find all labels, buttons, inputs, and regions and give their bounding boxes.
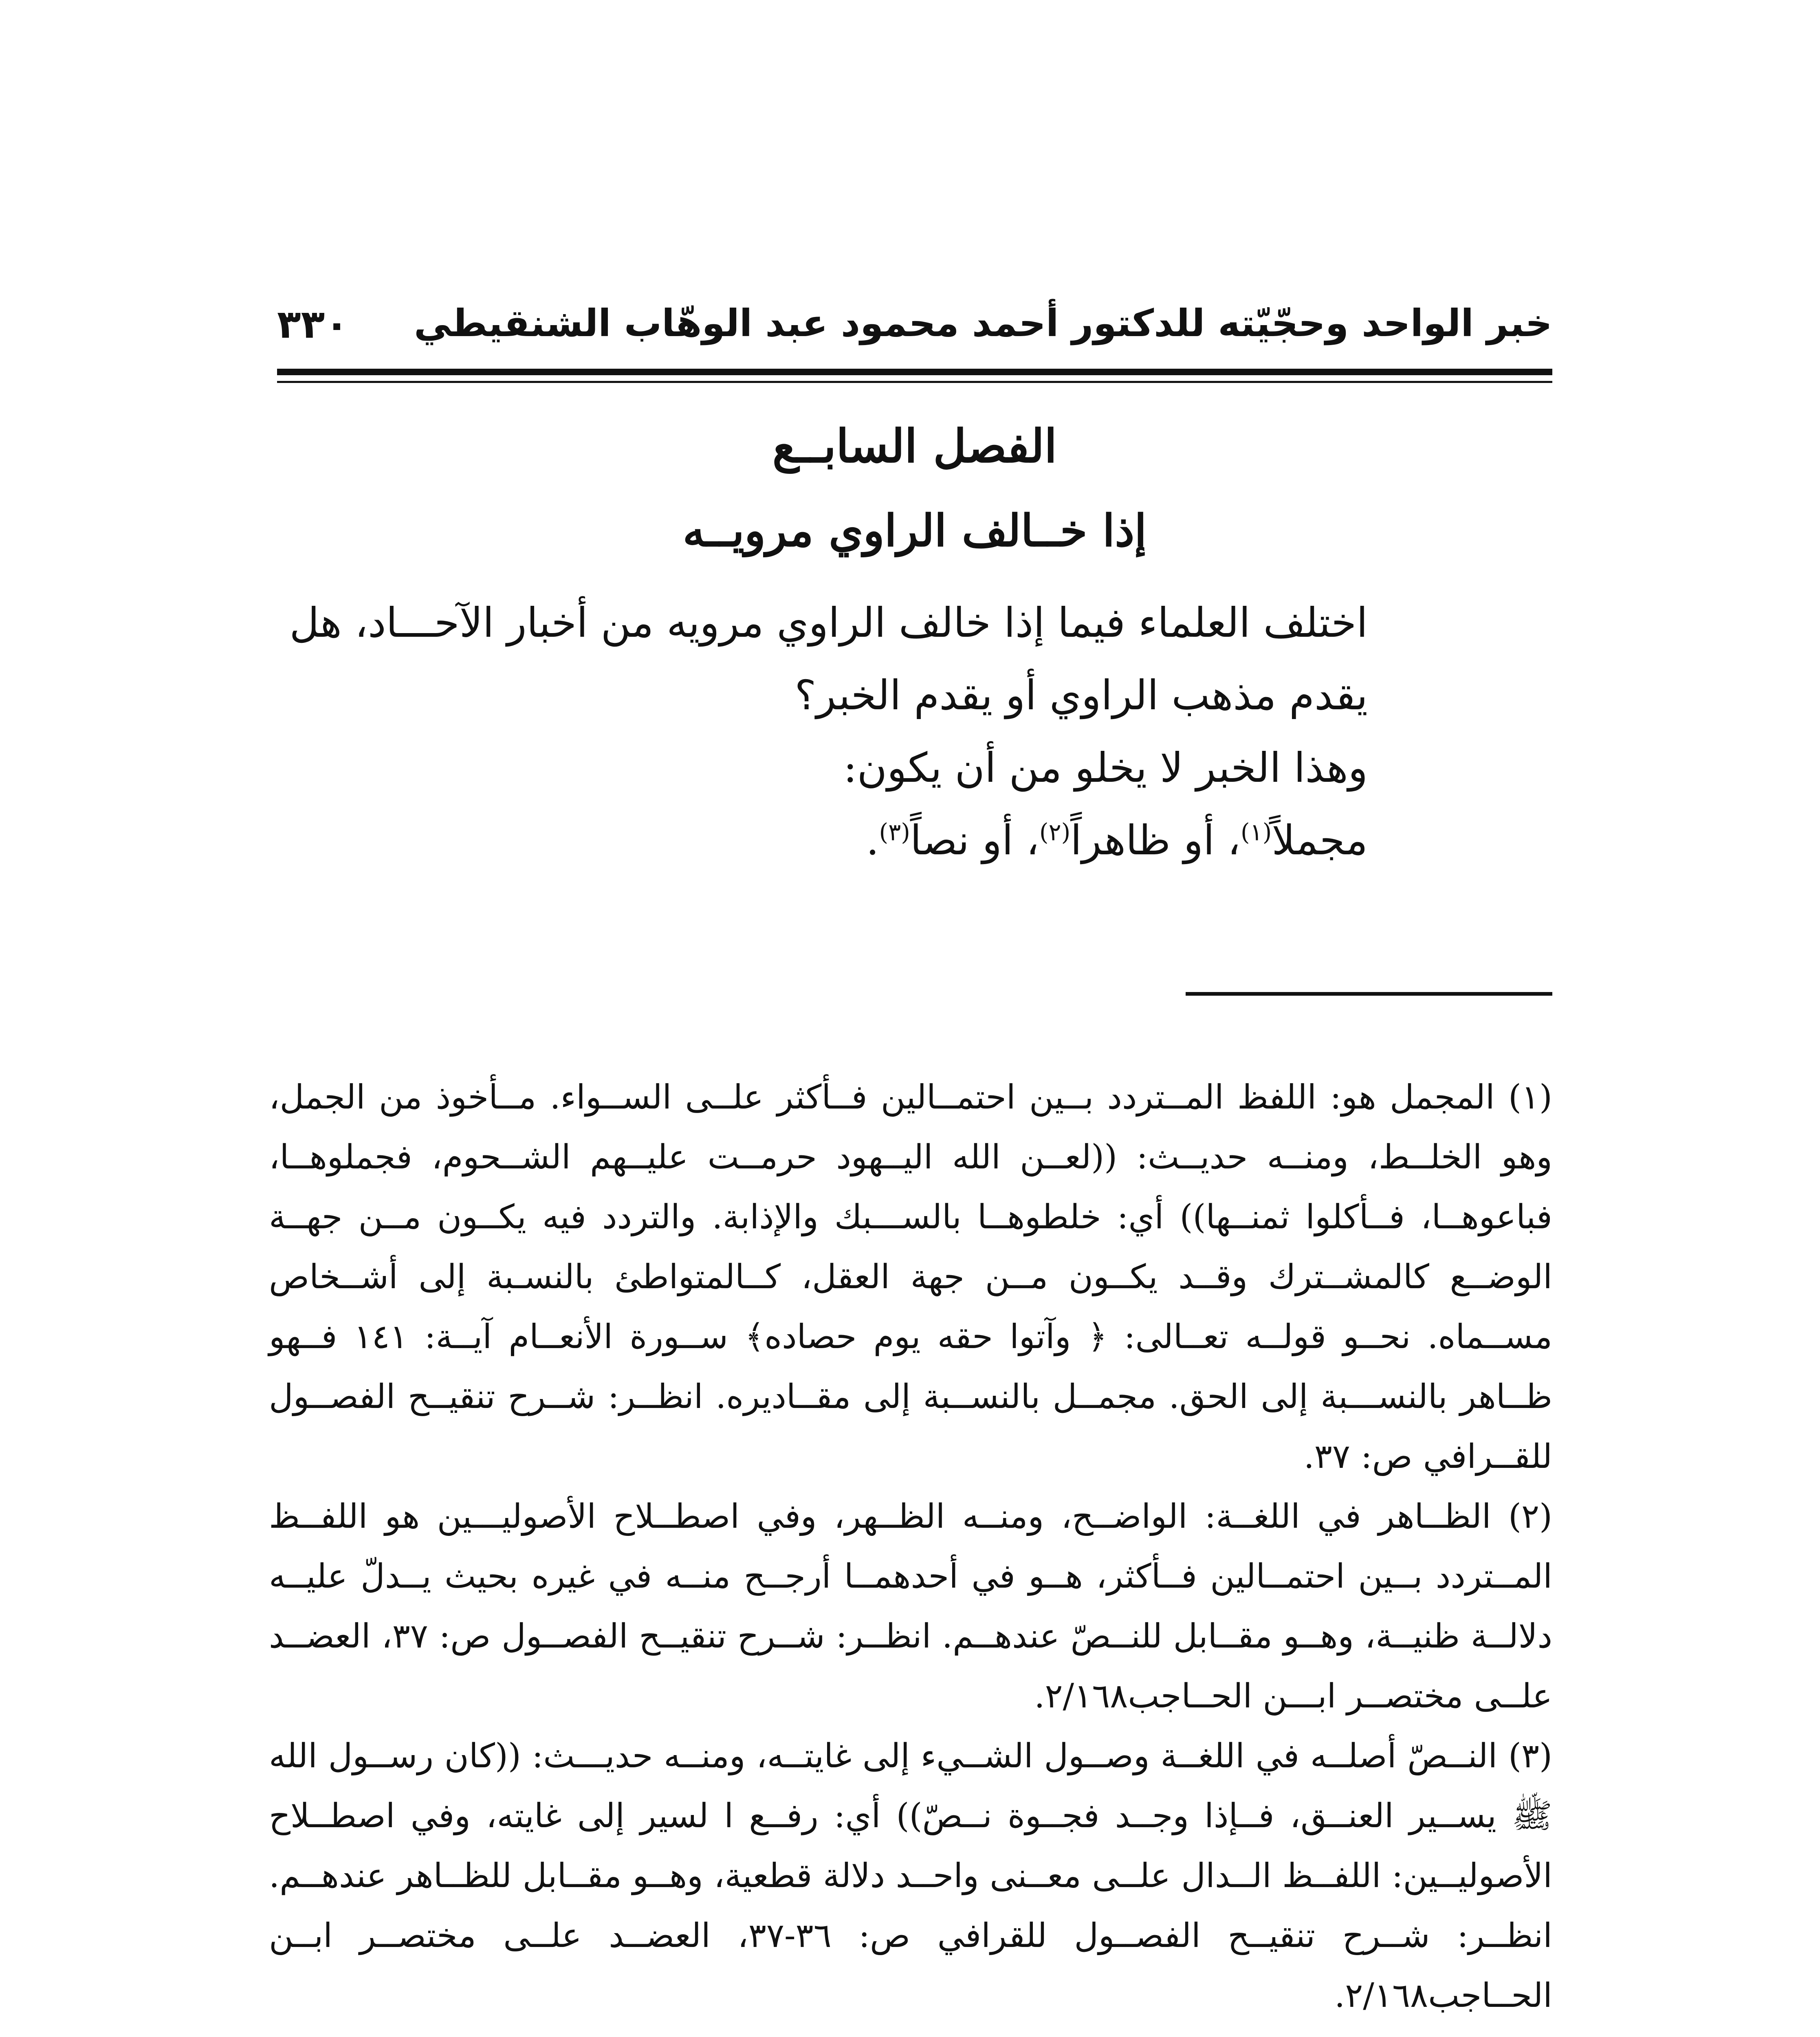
header-rule-thin: [277, 381, 1552, 383]
term-zahir: ، أو ظاهراً: [1070, 816, 1241, 864]
term-mujmal: مجملاً: [1272, 816, 1368, 864]
term-nass: ، أو نصاً: [910, 816, 1039, 864]
body-text: [268, 587, 1551, 877]
section-title: إذا خــالف الراوي مرويــه: [682, 505, 1147, 557]
body-paragraph-1: اختلف العلماء فيما إذا خالف الراوي مرويه من أخبار الآحـــاد، هل يقدم مذهب الراوي أو يقدم الخبر؟: [289, 599, 1368, 719]
page-header: [277, 297, 1552, 359]
body-paragraph-2: وهذا الخبر لا يخلو من أن يكون:: [843, 744, 1368, 792]
header-rule-thick: [277, 369, 1552, 375]
footnote-1: (١) المجمل هو: اللفظ المــتردد بــين احتمــالين فــأكثر علــى الســواء. مــأخوذ من الجمل، وهو الخلــط، ومنــه حديــث: ((لعــن الله اليــهود حرمــت عليــهم الشــحوم، فجملوهــا، فباعوهــا، فــأكلوا ثمنــها)) أي: خلطوهــا بالســـبك والإذابة. والتردد فيه يكــون مــن جهــة الوضــع كالمشــترك وقــد يكــون مــن جهة العقل، كــالمتواطئ بالنسـبة إلى أشــخاص مســماه. نحــو قولــه تعــالى: ﴿ وآتوا حقه يوم حصاده﴾ ســورة الأنعــام آيــة: ١٤١ فــهو ظــاهر بالنســـبة إلى الحق. مجمــل بالنســبة إلى مقــاديره. انظــر: شــرح تنقيــح الفصــول للقــرافي ص: ٣٧.: [269, 1078, 1553, 1476]
footnote-ref-1[interactable]: (١): [1240, 818, 1272, 846]
footnote-separator: [1186, 992, 1552, 996]
footnotes: [269, 1067, 1552, 2026]
footnote-ref-2[interactable]: (٢): [1039, 818, 1071, 846]
sentence-end: .: [866, 816, 879, 864]
footnote-2: (٢) الظــاهر في اللغــة: الواضــح، ومنــه الظــهر، وفي اصطــلاح الأصوليـــين هو اللفــظ المــتردد بــين احتمــالين فــأكثر، هــو في أحدهمــا أرجــح منــه في غيره بحيث يــدلّ عليــه دلالــة ظنيــة، وهــو مقــابل للنــصّ عندهــم. انظــر: شــرح تنقيــح الفصــول ص: ٣٧، العضــد علــى مختصــر ابـــن الحــاجب٢/١٦٨.: [269, 1497, 1552, 1716]
body-paragraph-3: [268, 804, 1551, 877]
page-number: ٣٣٠: [277, 301, 349, 347]
running-title: خبر الواحد وحجّيّته للدكتور أحمد محمود عبد الوهّاب الشنقيطي: [414, 301, 1552, 345]
chapter-title: الفصل السابــع: [772, 420, 1057, 473]
footnote-3: (٣) النــصّ أصلــه في اللغــة وصــول الشــيء إلى غايتــه، ومنــه حديـــث: ((كان رســول الله ﷺ يســير العنــق، فــإذا وجــد فجــوة نــصّ)) أي: رفــع ا لسير إلى غايته، وفي اصطــلاح الأصوليــين: اللفــظ الــدال علــى معــنى واحــد دلالة قطعية، وهــو مقــابل للظــاهر عندهــم. انظــر: شــرح تنقيــح الفصــول للقرافي ص: ٣٦-٣٧، العضــد علــى مختصــر ابــن الحــاجب٢/١٦٨.: [269, 1737, 1552, 2015]
footnote-ref-3[interactable]: (٣): [879, 818, 910, 846]
